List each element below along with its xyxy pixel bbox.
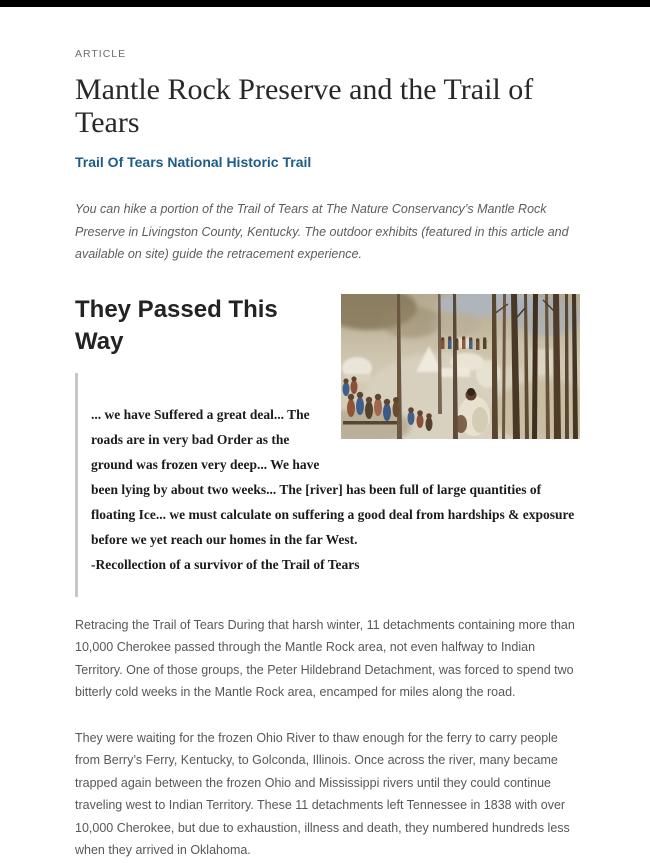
article-body: [75, 614, 580, 862]
encampment-painting-graphic: [341, 294, 580, 439]
page-title: Mantle Rock Preserve and the Trail of Tears: [75, 73, 534, 139]
article-page: [0, 7, 650, 862]
top-black-bar: [0, 0, 650, 7]
park-link[interactable]: Trail Of Tears National Historic Trail: [75, 154, 312, 170]
article-intro-text: You can hike a portion of the Trail of Tears at The Nature Conservancy’s Mantle Rock Preserve in Livingston County, Kentucky. The outdoor exhibits (featured in this article and available on site) guide the retracement experience.: [75, 202, 569, 261]
article-image[interactable]: [341, 294, 580, 439]
body-paragraph-1: Retracing the Trail of Tears During that harsh winter, 11 detachments containing more than 10,000 Cherokee passed through the Mantle Rock area, not even halfway to Indian Territory. One of those groups, the Peter Hildebrand Detachment, was forced to spend two bitterly cold weeks in the Mantle Rock area, encamped for miles along the road.: [75, 617, 575, 699]
section-heading: They Passed This Way: [75, 295, 278, 355]
body-paragraph-2: They were waiting for the frozen Ohio River to thaw enough for the ferry to carry people from Berry’s Ferry, Kentucky, to Golconda, Illinois. Once across the river, many became trapped again between the frozen Ohio and Mississippi rivers until they could continue traveling west to Indian Territory. These 11 detachments left Tennessee in 1838 with over 10,000 Cherokee, but due to exhaustion, illness and death, they numbered hundreds less when they arrived in Oklahoma.: [75, 730, 570, 857]
section-they-passed-this-way: [75, 294, 580, 597]
survivor-quote-text: ... we have Suffered a great deal... The roads are in very bad Order as the ground was frozen very deep... We have been lying by about two weeks... The [river] has been full of large quantities of floating Ice... we must calculate on suffering a good deal from hardships & exposure before we yet reach our homes in the far West.: [91, 406, 575, 547]
article-eyebrow-label: ARTICLE: [75, 48, 127, 60]
survivor-quote-attribution: -Recollection of a survivor of the Trail of Tears: [91, 556, 360, 572]
